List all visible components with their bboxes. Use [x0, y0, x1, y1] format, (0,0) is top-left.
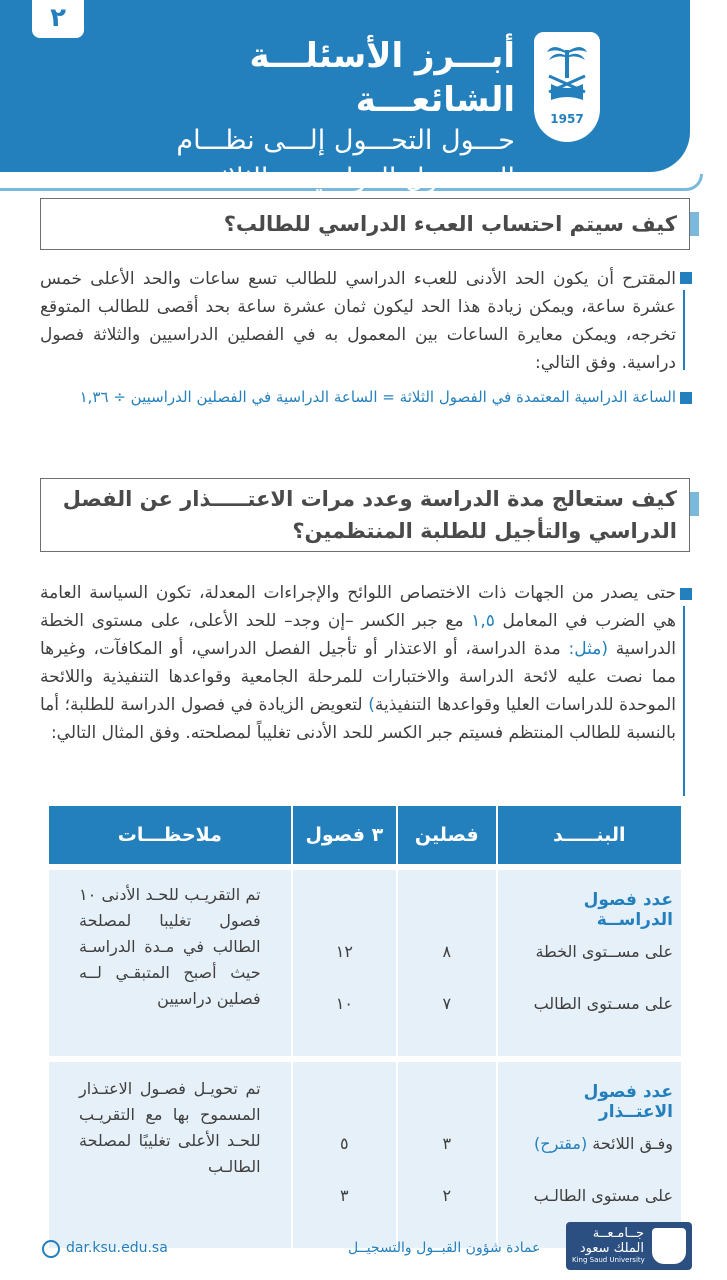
bullet-icon — [680, 392, 692, 404]
bullet-icon — [680, 272, 692, 284]
footer-logo-arabic — [580, 1226, 644, 1256]
cell-value: ٥ — [340, 1134, 349, 1153]
cell-value: ١٠ — [335, 994, 353, 1013]
coefficient-value: ١,٥ — [471, 611, 495, 631]
logo-year: 1957 — [550, 112, 584, 126]
row-label-text: وفـق اللائحة — [587, 1134, 673, 1153]
group-title: عدد فصول الاعتــذار — [583, 1082, 673, 1122]
question-box-2: كيف ستعالج مدة الدراسة وعدد مرات الاعتـــــذار عن الفصل الدراسي والتأجيل للطلبة المنتظمين؟ — [40, 478, 690, 552]
row-label — [506, 1134, 673, 1186]
row-label: على مســتوى الخطة — [535, 942, 673, 961]
column-header: ملاحظـــات — [48, 806, 292, 867]
table-cell — [292, 867, 397, 1059]
title-line-2: حـــول التحـــول إلـــى نظـــام — [176, 125, 515, 156]
paragraph-divider — [683, 606, 685, 796]
note-text: تم تحويـل فصـول الاعتـذار المسموح بها مع التقريـب للحـد الأعلى تغليبًا لمصلحة الطالـب — [79, 1079, 261, 1176]
table-cell — [497, 1059, 681, 1248]
cell-value: ١٢ — [335, 942, 353, 961]
paragraph-text: حتى يصدر من الجهات ذات الاختصاص اللوائح والإجراءات المعدلة، تكون السياسة العامة هي الضرب في المعامل — [40, 583, 676, 631]
palm-swords-icon — [543, 40, 591, 102]
table-row — [48, 867, 681, 1059]
cell-value: ٧ — [442, 994, 452, 1013]
table-cell — [397, 1059, 496, 1248]
website-link[interactable]: dar.ksu.edu.sa — [66, 1240, 168, 1256]
cell-value: ٢ — [442, 1186, 452, 1205]
example-close: ) — [368, 695, 375, 715]
page-title — [95, 34, 515, 198]
department-name: عمادة شؤون القبــول والتسجيــل — [348, 1240, 541, 1256]
note-cell — [48, 1059, 292, 1248]
column-header: ٣ فصول — [292, 806, 397, 867]
logo-ar-line2: الملك سعود — [579, 1241, 644, 1256]
section2-paragraph — [40, 579, 676, 747]
palm-emblem-icon — [652, 1228, 686, 1264]
table-row — [48, 1059, 681, 1248]
paragraph-text: مع جبر الكسر –إن وجد– للحد الأعلى، على مستوى الخطة الدراسية — [40, 611, 676, 659]
column-header: فصلين — [397, 806, 496, 867]
university-logo — [534, 32, 600, 142]
title-line-1: أبـــرز الأسئلـــة الشائعـــة — [249, 36, 515, 120]
footer-logo-english: King Saud University — [572, 1256, 645, 1264]
footer-university-logo — [566, 1222, 692, 1270]
table-header-row — [48, 806, 681, 867]
example-label: (مثل: — [560, 639, 608, 659]
cell-value: ٨ — [442, 942, 452, 961]
bullet-icon — [680, 588, 692, 600]
table-cell — [292, 1059, 397, 1248]
note-cell — [48, 867, 292, 1059]
group-title: عدد فصول الدراســة — [583, 890, 673, 930]
paragraph-text: مدة الدراسة، أو الاعتذار أو تأجيل الفصل الدراسي، أو المكافآت، وغيرها مما نصت عليه لائحة الدراسة والاختبارات للمرحلة الجامعية وقواعدها التنفيذية واللائحة الموحدة للدراسات العليا وقواعدها التنفيذية — [40, 639, 676, 715]
question-box-1: كيف سيتم احتساب العبء الدراسي للطالب؟ — [40, 198, 690, 250]
proposed-tag: (مقترح) — [534, 1134, 588, 1153]
title-line-3: الفصـــول الدراسيـــة الثلاثـــة — [182, 163, 515, 194]
paragraph-text: لتعويض الزيادة في فصول الدراسة للطلبة؛ أما بالنسبة للطالب المنتظم فسيتم جبر الكسر للحد الأدنى تغليباً لمصلحته. وفق المثال التالي: — [40, 695, 676, 743]
section1-paragraph: المقترح أن يكون الحد الأدنى للعبء الدراسي للطالب تسع ساعات والحد الأعلى خمس عشرة ساعة، ويمكن زيادة هذا الحد ليكون ثمان عشرة ساعة بحد أقصى للطالب المتوقع تخرجه، ويمكن معايرة الساعات بين المعمول به في الفصلين الدراسيين والثلاثة فصول دراسية. وفق التالي: — [40, 269, 676, 373]
table-cell — [497, 867, 681, 1059]
row-label: على مستوى الطالـب — [533, 1186, 673, 1205]
calculation-formula: الساعة الدراسية المعتمدة في الفصول الثلاثة = الساعة الدراسية في الفصلين الدراسيين ÷ ١,٣٦ — [79, 388, 676, 406]
column-header: البنـــــد — [497, 806, 681, 867]
note-text: تم التقريـب للحـد الأدنى ١٠ فصول تغليبا لمصلحة الطالب في مـدة الدراسـة حيث أصبح المتبقـي لــه فصلين دراسيين — [79, 885, 261, 1008]
logo-ar-line1: جــامـعــة — [592, 1226, 644, 1241]
row-label: على مسـتوى الطالب — [533, 994, 673, 1013]
cell-value: ٣ — [442, 1134, 452, 1153]
cell-value: ٣ — [340, 1186, 349, 1205]
paragraph-divider — [683, 290, 685, 370]
page-number: ٢ — [30, 0, 86, 40]
comparison-table — [47, 806, 681, 1248]
table-cell — [397, 867, 496, 1059]
